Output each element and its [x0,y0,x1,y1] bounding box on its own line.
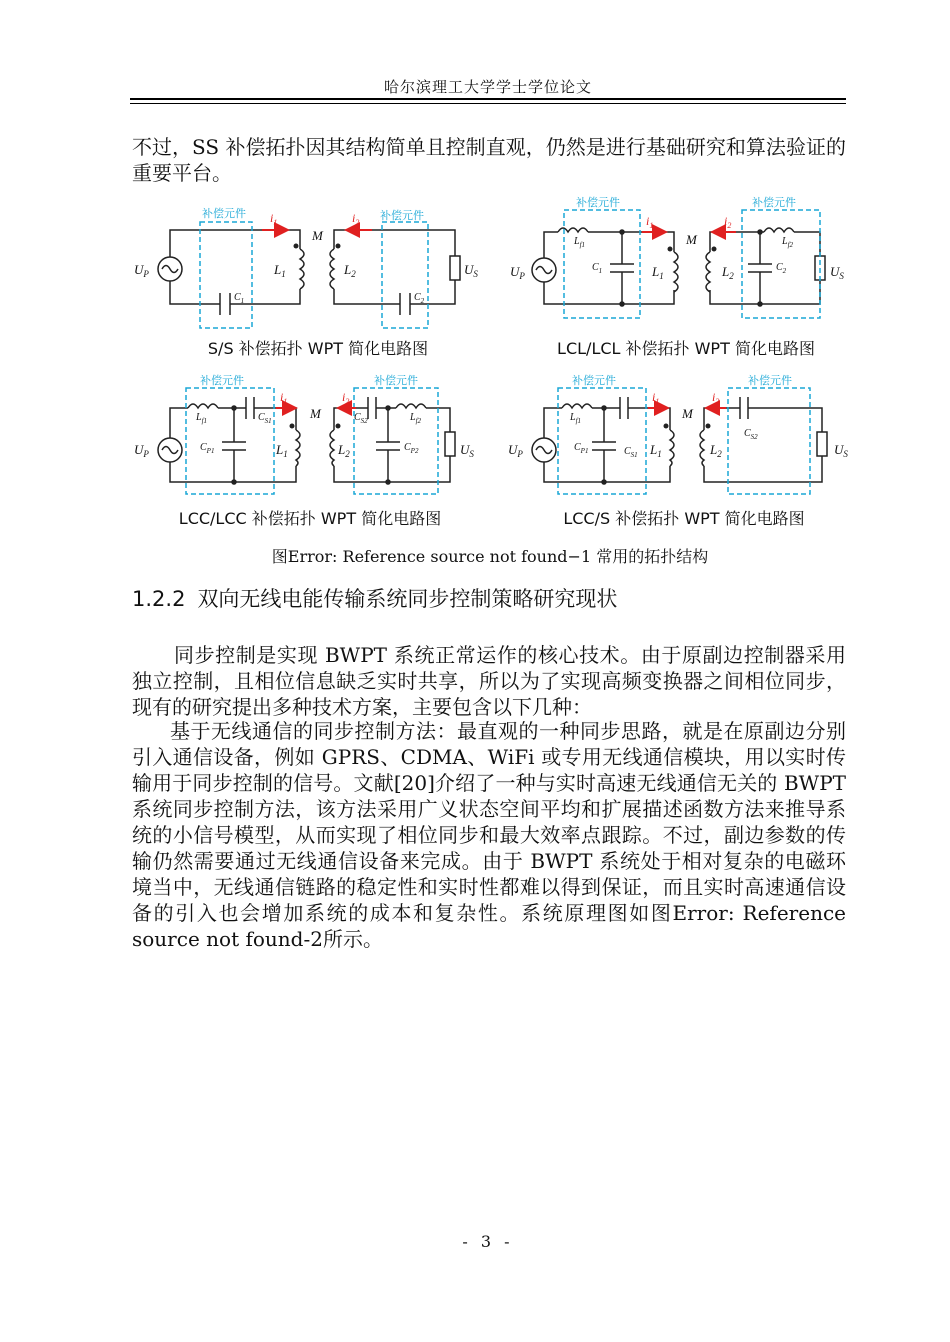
i2-label: $i_2$ [352,211,360,227]
i2-label: $i_2$ [712,390,720,406]
compensation-label: 补偿元件 [576,196,620,209]
panel-caption-lcc-lcc: LCC/LCC 补偿拓扑 WPT 简化电路图 [178,509,442,528]
section-number: 1.2.2 [132,587,186,611]
i1-label: $i_1$ [646,214,654,230]
compensation-label: 补偿元件 [202,207,246,220]
us-label: $U_S$ [460,442,474,459]
up-label: $U_P$ [134,442,149,459]
cs1-label: $C_{S1}$ [624,446,638,459]
us-label: $U_S$ [464,262,478,279]
l1-label: $L_1$ [274,262,286,279]
l2-label: $L_2$ [710,442,722,459]
c2-label: $C_2$ [776,262,787,275]
c2-label: $C_2$ [414,292,425,305]
lf1-label: $L_{f1}$ [570,412,582,425]
compensation-box [186,388,274,494]
l2-label: $L_2$ [344,262,356,279]
intro-paragraph: 不过，SS 补偿拓扑因其结构简单且控制直观，仍然是进行基础研究和算法验证的重要平台。 [132,135,846,185]
cp1-label: $C_{P1}$ [200,442,215,455]
cp2-label: $C_{P2}$ [404,442,419,455]
lf2-label: $L_{f2}$ [410,412,422,425]
compensation-box [382,222,428,328]
compensation-label: 补偿元件 [572,374,616,387]
c1-label: $C_1$ [234,292,245,305]
cp1-label: $C_{P1}$ [574,442,589,455]
compensation-box [558,388,646,494]
section-heading [132,584,846,614]
lf1-label: $L_{f1}$ [196,412,208,425]
figure-caption: 图Error: Reference source not found−1 常用的拓扑结构 [271,547,709,566]
compensation-label: 补偿元件 [752,196,796,209]
cs2-label: $C_{S2}$ [354,412,368,425]
panel-caption-ss: S/S 补偿拓扑 WPT 简化电路图 [207,339,429,358]
m-label: M [682,406,693,421]
i2-label: $i_2$ [724,214,732,230]
topology-figure [130,192,850,532]
i1-label: $i_1$ [270,211,278,227]
panel-lcc-lcc-circuit [158,397,455,484]
m-label: M [312,228,323,243]
cs2-label: $C_{S2}$ [744,428,758,441]
topology-diagram [130,192,850,532]
l2-label: $L_2$ [722,264,734,281]
lf2-label: $L_{f2}$ [782,236,794,249]
cs1-label: $C_{S1}$ [258,412,272,425]
l1-label: $L_1$ [276,442,288,459]
page-number: - 3 - [462,1232,514,1251]
up-label: $U_P$ [134,262,149,279]
compensation-label: 补偿元件 [380,209,424,222]
compensation-label: 补偿元件 [374,374,418,387]
i1-label: $i_1$ [652,390,660,406]
c1-label: $C_1$ [592,262,603,275]
body-paragraph: 同步控制是实现 BWPT 系统正常运作的核心技术。由于原副边控制器采用独立控制，且相位信息缺乏实时共享，所以为了实现高频变换器之间相位同步，现有的研究提出多种技术方案，主要包含以下几种： [132,643,846,719]
page-header: 哈尔滨理工大学学士学位论文 [383,78,592,96]
m-label: M [310,406,321,421]
panel-caption-lcl: LCL/LCL 补偿拓扑 WPT 简化电路图 [557,339,815,358]
compensation-label: 补偿元件 [200,374,244,387]
body-paragraph: 基于无线通信的同步控制方法：最直观的一种同步思路，就是在原副边分别引入通信设备，例如 GPRS、CDMA、WiFi 或专用无线通信模块，用以实时传输用于同步控制的信号。文献[20]介绍了一种与实时高速无线通信无关的 BWPT 系统同步控制方法，该方法采用广义状态空间平均和扩展描述函数方法来推导系统的小信号模型，从而实现了相位同步和最大效率点跟踪。不过，副边参数的传输仍然需要通过无线通信设备来完成。由于 BWPT 系统处于相对复杂的电磁环境当中，无线通信链路的稳定性和实时性都难以得到保证，而且实时高速通信设备的引入也会增加系统的成本和复杂性。系统原理图如图Error: Reference source not found-2所示。 [132,719,846,951]
lf1-label: $L_{f1}$ [574,236,586,249]
panel-lcc-s-circuit [532,397,827,484]
i1-label: $i_1$ [280,390,288,406]
up-label: $U_P$ [510,264,525,281]
up-label: $U_P$ [508,442,523,459]
compensation-box [354,388,438,494]
header-rule [130,98,846,104]
compensation-box [200,222,252,328]
l1-label: $L_1$ [650,442,662,459]
m-label: M [686,232,697,247]
l2-label: $L_2$ [338,442,350,459]
us-label: $U_S$ [834,442,848,459]
l1-label: $L_1$ [652,264,664,281]
section-title: 双向无线电能传输系统同步控制策略研究现状 [197,587,618,611]
i2-label: $i_2$ [342,390,350,406]
compensation-label: 补偿元件 [748,374,792,387]
us-label: $U_S$ [830,264,844,281]
panel-caption-lcc-s: LCC/S 补偿拓扑 WPT 简化电路图 [563,509,805,528]
